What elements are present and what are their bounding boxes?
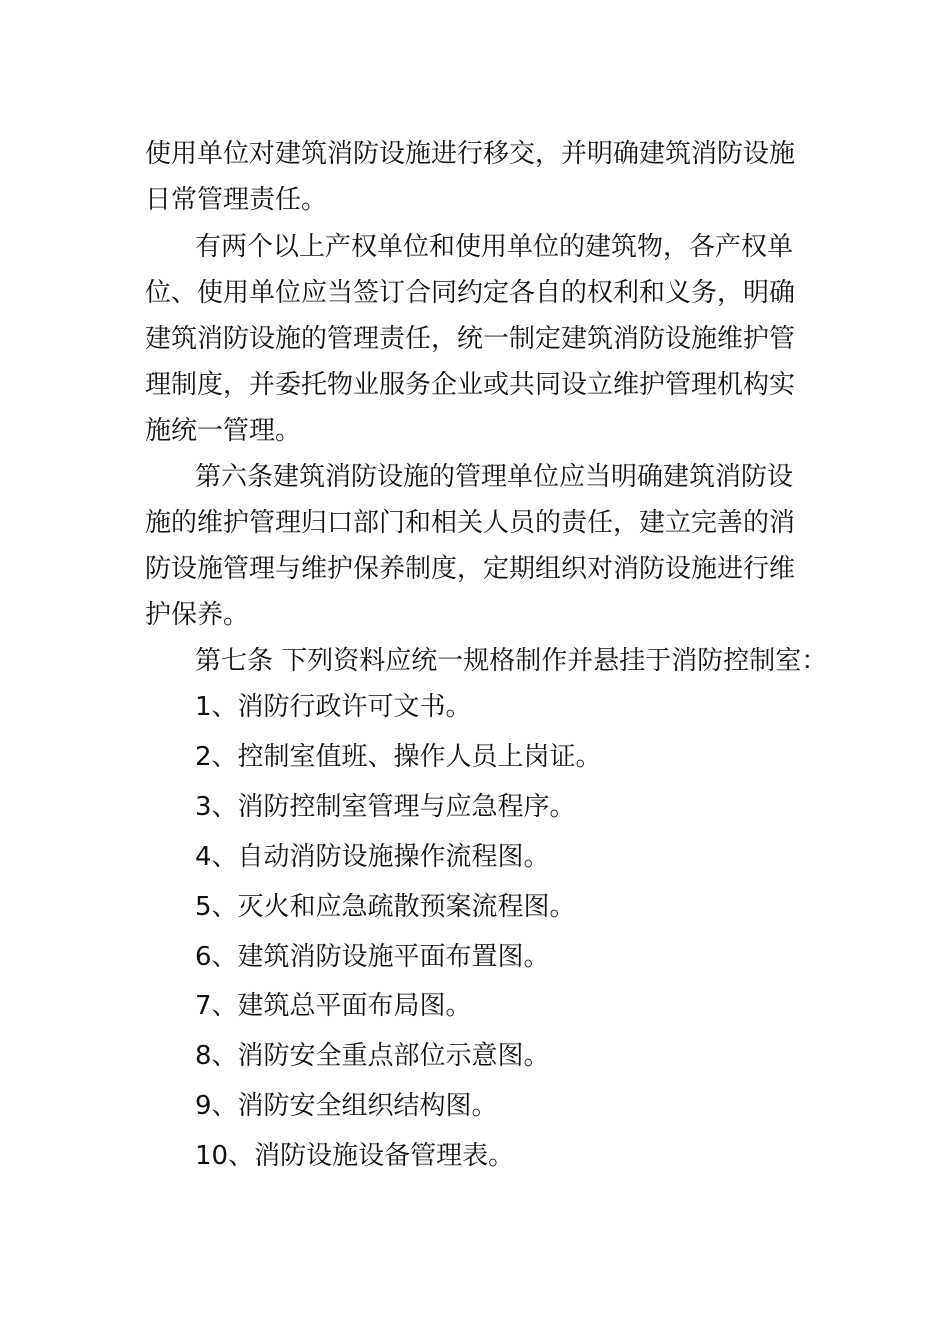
list-item-9: 9、消防安全组织结构图。 xyxy=(195,1091,498,1121)
list-item-10: 10、消防设施设备管理表。 xyxy=(195,1141,515,1171)
text-line-3: 有两个以上产权单位和使用单位的建筑物，各产权单 xyxy=(195,232,794,262)
list-item-3: 3、消防控制室管理与应急程序。 xyxy=(195,792,576,822)
list-item-5: 5、灭火和应急疏散预案流程图。 xyxy=(195,892,576,922)
text-line-4: 位、使用单位应当签订合同约定各自的权利和义务，明确 xyxy=(145,278,796,308)
text-line-10: 防设施管理与维护保养制度，定期组织对消防设施进行维 xyxy=(145,554,796,584)
list-item-7: 7、建筑总平面布局图。 xyxy=(195,991,472,1021)
list-item-4: 4、自动消防设施操作流程图。 xyxy=(195,842,550,872)
text-line-11: 护保养。 xyxy=(145,600,250,630)
text-line-5: 建筑消防设施的管理责任，统一制定建筑消防设施维护管 xyxy=(145,324,796,354)
text-line-7: 施统一管理。 xyxy=(145,416,302,446)
text-line-6: 理制度，并委托物业服务企业或共同设立维护管理机构实 xyxy=(145,370,796,400)
text-line-1: 使用单位对建筑消防设施进行移交，并明确建筑消防设施 xyxy=(145,139,796,169)
list-item-1: 1、消防行政许可文书。 xyxy=(195,692,472,722)
text-line-12: 第七条 下列资料应统一规格制作并悬挂于消防控制室： xyxy=(195,646,828,676)
list-item-8: 8、消防安全重点部位示意图。 xyxy=(195,1041,550,1071)
text-line-2: 日常管理责任。 xyxy=(145,185,328,215)
text-line-8: 第六条建筑消防设施的管理单位应当明确建筑消防设 xyxy=(195,462,794,492)
list-item-6: 6、建筑消防设施平面布置图。 xyxy=(195,942,550,972)
text-line-9: 施的维护管理归口部门和相关人员的责任，建立完善的消 xyxy=(145,508,796,538)
list-item-2: 2、控制室值班、操作人员上岗证。 xyxy=(195,742,602,772)
